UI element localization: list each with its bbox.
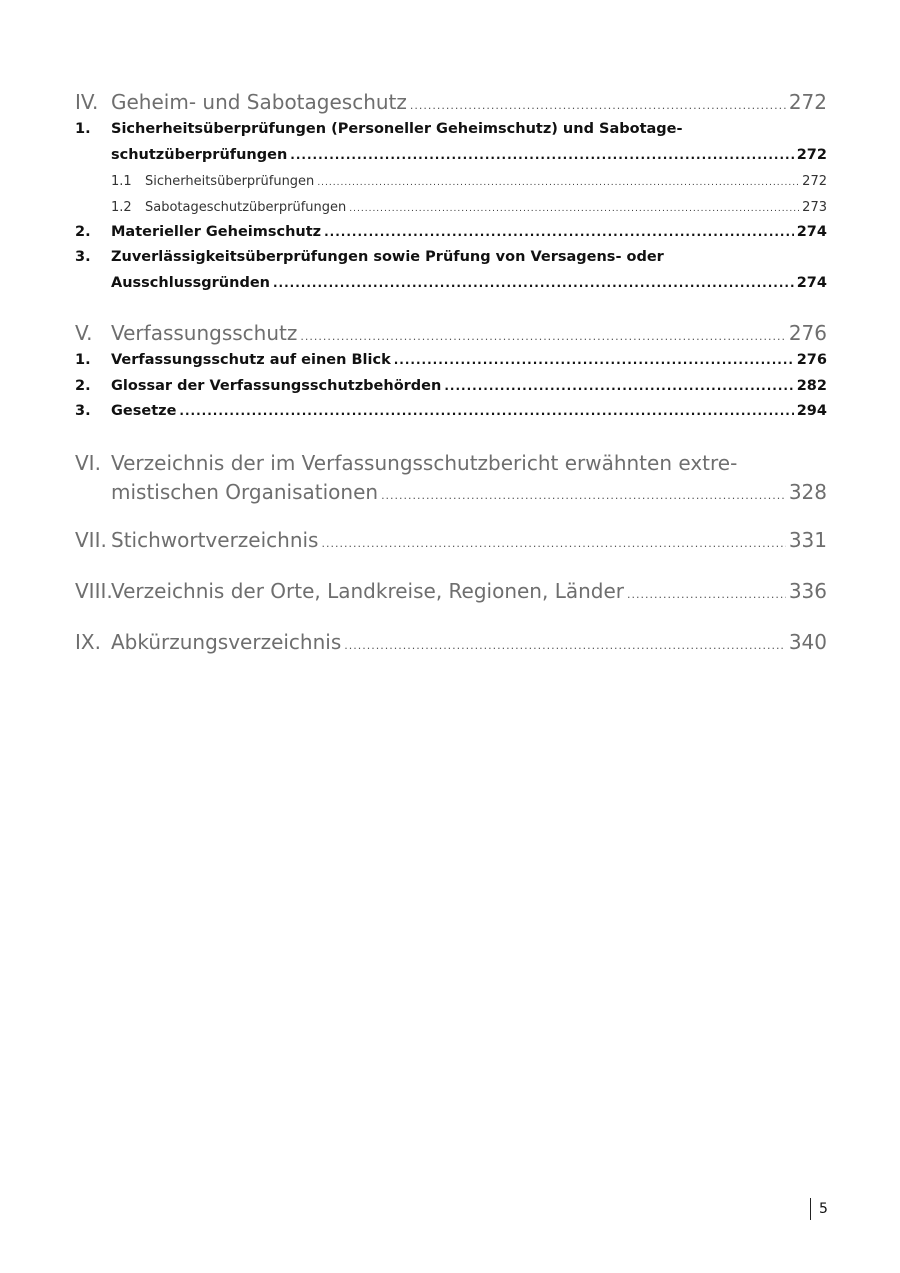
toc-section-v-1[interactable] — [75, 352, 827, 368]
dot-leader — [394, 353, 794, 367]
subsection-title: Sabotageschutzüberprüfungen — [145, 200, 347, 215]
page-number: 272 — [802, 174, 827, 189]
chapter-number: VIII. — [75, 579, 113, 603]
toc-chapter-viii[interactable] — [75, 579, 827, 603]
chapter-number: IX. — [75, 630, 101, 654]
section-number: 1. — [75, 352, 91, 368]
section-title: Materieller Geheimschutz — [111, 224, 322, 240]
section-number: 2. — [75, 224, 91, 240]
chapter-title-line2: mistischen Organisationen — [111, 480, 379, 504]
section-title-line2: schutzüberprüfungen — [111, 147, 288, 163]
dot-leader — [321, 537, 785, 550]
dot-leader — [349, 204, 799, 214]
section-title-line1: Zuverlässigkeitsüberprüfungen sowie Prüfung von Versagens- oder — [111, 249, 664, 265]
toc-section-iv-3[interactable] — [75, 249, 664, 265]
toc-chapter-iv[interactable] — [75, 90, 827, 114]
page-number: 328 — [788, 480, 827, 504]
section-title: Gesetze — [111, 403, 177, 419]
toc-chapter-vi[interactable] — [75, 451, 737, 475]
dot-leader — [179, 404, 793, 418]
page-number: 294 — [796, 403, 827, 419]
dot-leader — [381, 489, 786, 502]
toc-chapter-ix[interactable] — [75, 630, 827, 654]
chapter-title: Verfassungsschutz — [111, 321, 298, 345]
chapter-number: V. — [75, 321, 93, 345]
toc-subsection-iv-1-2[interactable] — [111, 200, 827, 215]
page-number: 276 — [796, 352, 827, 368]
page-number: 331 — [788, 528, 827, 552]
toc-section-v-3[interactable] — [75, 403, 827, 419]
dot-leader — [317, 178, 799, 188]
dot-leader — [627, 588, 786, 601]
toc-section-iv-1[interactable] — [75, 121, 683, 137]
section-title-line2: Ausschlussgründen — [111, 275, 270, 291]
dot-leader — [290, 148, 793, 162]
section-number: 2. — [75, 378, 91, 394]
page-number: 340 — [788, 630, 827, 654]
toc-chapter-vii[interactable] — [75, 528, 827, 552]
section-number: 3. — [75, 249, 91, 265]
page-number: 274 — [796, 224, 827, 240]
dot-leader — [300, 330, 785, 343]
chapter-title: Stichwortverzeichnis — [111, 528, 319, 552]
chapter-title-line1: Verzeichnis der im Verfassungsschutzbericht erwähnten extre- — [111, 451, 738, 475]
toc-section-v-2[interactable] — [75, 378, 827, 394]
section-title: Verfassungsschutz auf einen Blick — [111, 352, 391, 368]
section-title-line1: Sicherheitsüberprüfungen (Personeller Geheimschutz) und Sabotage- — [111, 121, 683, 137]
subsection-title: Sicherheitsüberprüfungen — [145, 174, 315, 189]
subsection-number: 1.2 — [111, 200, 132, 215]
dot-leader — [324, 225, 794, 239]
chapter-title: Abkürzungsverzeichnis — [111, 630, 342, 654]
dot-leader — [344, 639, 786, 652]
dot-leader — [410, 99, 786, 112]
page-number: 272 — [788, 90, 827, 114]
page-number: 276 — [788, 321, 827, 345]
chapter-title: Geheim- und Sabotageschutz — [111, 90, 407, 114]
dot-leader — [444, 379, 793, 393]
chapter-number: VI. — [75, 451, 101, 475]
chapter-number: IV. — [75, 90, 99, 114]
section-number: 1. — [75, 121, 91, 137]
section-number: 3. — [75, 403, 91, 419]
toc-section-iv-2[interactable] — [75, 224, 827, 240]
page-number: 274 — [796, 275, 827, 291]
toc-chapter-vi-cont[interactable] — [111, 480, 827, 504]
page-number: 336 — [788, 579, 827, 603]
subsection-number: 1.1 — [111, 174, 132, 189]
toc-chapter-v[interactable] — [75, 321, 827, 345]
page-number: 273 — [802, 200, 827, 215]
page-folio: 5 — [810, 1198, 828, 1220]
chapter-number: VII. — [75, 528, 107, 552]
toc-section-iv-1-cont[interactable] — [111, 147, 827, 163]
page-number: 272 — [796, 147, 827, 163]
page-number: 282 — [796, 378, 827, 394]
chapter-title: Verzeichnis der Orte, Landkreise, Regionen, Länder — [111, 579, 624, 603]
toc-subsection-iv-1-1[interactable] — [111, 174, 827, 189]
dot-leader — [273, 276, 794, 290]
toc-section-iv-3-cont[interactable] — [111, 275, 827, 291]
section-title: Glossar der Verfassungsschutzbehörden — [111, 378, 442, 394]
